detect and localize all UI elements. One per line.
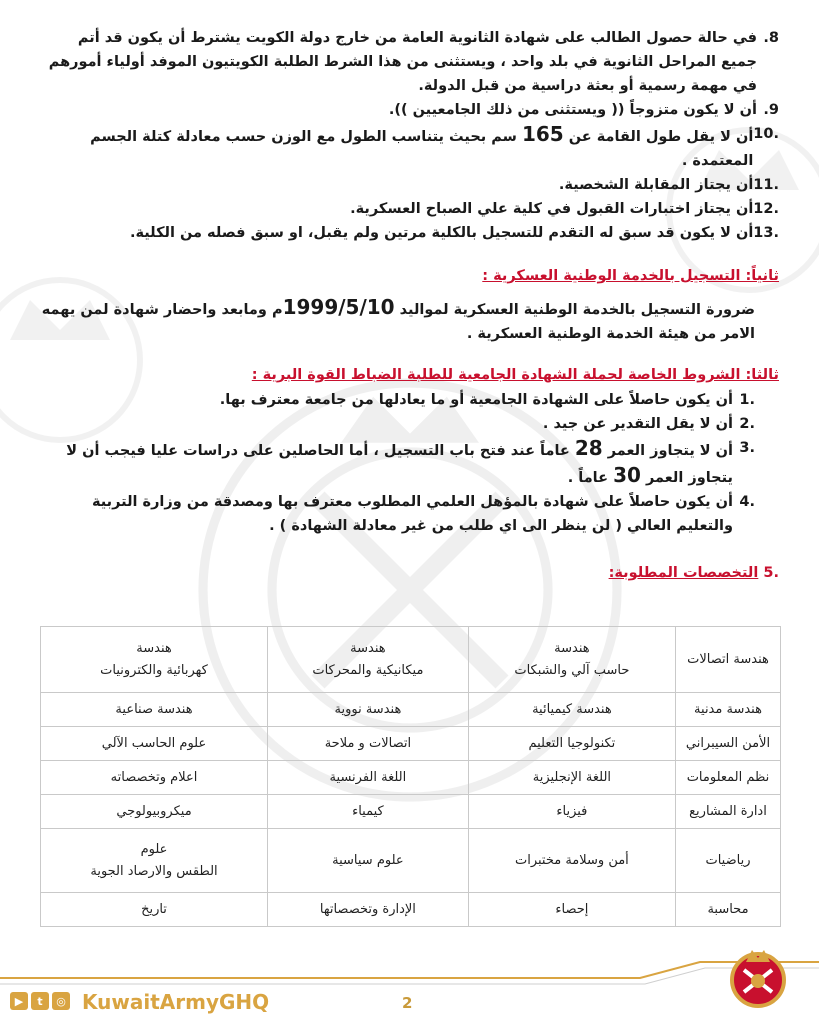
condition-item-12 (40, 197, 779, 221)
cell-line: هندسة نووية (334, 701, 402, 717)
text-part: أن لا يتجاوز العمر (602, 443, 733, 459)
item-number: 8. (763, 30, 779, 46)
section-title-text: التخصصات المطلوبة: (608, 565, 759, 581)
table-cell (41, 795, 268, 829)
section-2-title: ثانياً: التسجيل بالخدمة الوطنية العسكرية : (482, 268, 779, 284)
condition-item-10 (40, 122, 779, 173)
cell-line: حاسب آلي والشبكات (514, 662, 630, 678)
cell-line: علوم سياسية (332, 852, 404, 868)
item-text: أن يجتاز اختبارات القبول في كلية علي الصباح العسكرية. (350, 201, 754, 217)
cell-line: أمن وسلامة مختبرات (514, 852, 629, 868)
twitter-icon[interactable]: t (31, 992, 49, 1010)
table-cell (676, 829, 781, 893)
table-cell (41, 761, 268, 795)
item-text (40, 122, 753, 173)
table-cell (676, 795, 781, 829)
item-text: أن لا يكون قد سبق له التقدم للتسجيل بالكلية مرتين ولم يقبل، او سبق فصله من الكلية. (129, 225, 754, 241)
cell-line: هندسة اتصالات (687, 651, 769, 667)
table-cell (268, 693, 469, 727)
section-2-text (40, 295, 779, 346)
birthdate-value: 1999/5/10 (282, 295, 395, 319)
cell-line: تاريخ (141, 901, 167, 917)
table-row (41, 795, 781, 829)
table-cell (268, 727, 469, 761)
section-5-title (40, 560, 779, 586)
cell-line: هندسة (554, 640, 590, 656)
item-number: 9. (763, 102, 779, 118)
table-cell (468, 727, 675, 761)
table-row (41, 761, 781, 795)
table-cell (676, 627, 781, 693)
cell-line: تكنولوجيا التعليم (528, 735, 616, 751)
cell-line: اتصالات و ملاحة (324, 735, 412, 751)
cell-line: هندسة مدنية (694, 701, 762, 717)
table-row (41, 893, 781, 927)
table-cell (468, 761, 675, 795)
item-number: .11 (753, 177, 779, 193)
section-number: .5 (763, 565, 779, 581)
text-part: سم بحيث يتناسب الطول مع الوزن حسب معادلة كتلة الجسم المعتمدة . (90, 129, 754, 169)
item-number: .1 (739, 392, 755, 408)
condition-item-s3-3 (40, 436, 779, 490)
cell-line: ادارة المشاريع (689, 803, 767, 819)
item-number: .13 (753, 225, 779, 241)
table-cell (468, 693, 675, 727)
condition-item-13 (40, 221, 779, 245)
table-cell (268, 761, 469, 795)
table-cell (41, 693, 268, 727)
cell-line: هندسة (350, 640, 386, 656)
cell-line: الطقس والارصاد الجوية (90, 863, 218, 879)
text-part: م ومابعد واحضار شهادة لمن يهمه الامر من هيئة الخدمة الوطنية العسكرية . (41, 302, 755, 342)
table-cell (676, 893, 781, 927)
height-value: 165 (521, 122, 564, 146)
cell-line: هندسة كيميائية (532, 701, 612, 717)
item-number: .2 (739, 416, 755, 432)
table-cell (268, 893, 469, 927)
section-3-title: ثالثا: الشروط الخاصة لحملة الشهادة الجامعية للطلبة الضباط القوة البرية : (251, 367, 779, 383)
document-content (40, 26, 779, 586)
page-number: 2 (402, 994, 413, 1012)
condition-item-8 (40, 26, 779, 98)
table-cell (41, 829, 268, 893)
item-text: في حالة حصول الطالب على شهادة الثانوية العامة من خارج دولة الكويت يشترط أن يكون قد أتم جميع المراحل الثانوية في بلد واحد ، ويستثنى من هذا الشرط الطلبة الكويتيون الموفد أولياء أمورهم في مهمة رسمية أو بعثة دراسية من قبل الدولة. (48, 30, 757, 94)
table-cell (468, 829, 675, 893)
cell-line: هندسة صناعية (115, 701, 193, 717)
item-text (40, 436, 733, 490)
army-emblem-icon (722, 940, 794, 1012)
cell-line: اللغة الفرنسية (329, 769, 407, 785)
age-value-postgrad: 30 (613, 463, 641, 487)
cell-line: كيمياء (352, 803, 384, 819)
cell-line: ميكروبيولوجي (116, 803, 192, 819)
cell-line: فيزياء (556, 803, 588, 819)
condition-item-s3-2 (40, 412, 779, 436)
table-cell (268, 829, 469, 893)
cell-line: الإدارة وتخصصاتها (319, 901, 416, 917)
table-cell (268, 795, 469, 829)
table-cell (676, 693, 781, 727)
text-part: عاماً . (567, 470, 614, 486)
cell-line: علوم الحاسب الآلي (101, 735, 207, 751)
cell-line: اعلام وتخصصاته (110, 769, 198, 785)
cell-line: اللغة الإنجليزية (532, 769, 612, 785)
table-cell (468, 627, 675, 693)
table-row (41, 727, 781, 761)
text-part: عاماً عند فتح باب التسجيل ، أما الحاصلين على دراسات عليا فيجب أن لا يتجاوز العمر (66, 443, 733, 486)
condition-item-9 (40, 98, 779, 122)
social-handle[interactable]: KuwaitArmyGHQ (82, 990, 270, 1014)
cell-line: كهربائية والكترونيات (100, 662, 208, 678)
item-text: أن يكون حاصلاً على شهادة بالمؤهل العلمي المطلوب معترف بها ومصدقة من وزارة التربية والتعليم العالي ( لن ينظر الى اي طلب من غير معادلة الشهادة ) . (91, 494, 733, 534)
cell-line: علوم (140, 841, 168, 857)
item-text: أن يجتاز المقابلة الشخصية. (558, 177, 754, 193)
table-cell (468, 893, 675, 927)
cell-line: محاسبة (707, 901, 749, 917)
item-text: أن يكون حاصلاً على الشهادة الجامعية أو ما يعادلها من جامعة معترف بها. (219, 392, 733, 408)
item-text: أن لا يكون متزوجاً (( ويستثنى من ذلك الجامعيين )). (388, 102, 757, 118)
table-cell (676, 761, 781, 795)
condition-item-11 (40, 173, 779, 197)
table-cell (268, 627, 469, 693)
youtube-icon[interactable]: ▶ (10, 992, 28, 1010)
social-icons (10, 992, 70, 1010)
table-row (41, 627, 781, 693)
table-cell (41, 627, 268, 693)
cell-line: رياضيات (705, 852, 751, 868)
text-part: ضرورة التسجيل بالخدمة الوطنية العسكرية لمواليد (394, 302, 755, 318)
table-cell (468, 795, 675, 829)
table-row (41, 829, 781, 893)
table-cell (676, 727, 781, 761)
cell-line: هندسة (136, 640, 172, 656)
item-number: .3 (739, 440, 755, 456)
table-row (41, 693, 781, 727)
cell-line: ميكانيكية والمحركات (312, 662, 424, 678)
table-cell (41, 727, 268, 761)
condition-item-s3-1 (40, 388, 779, 412)
item-number: .4 (739, 494, 755, 510)
item-text: أن لا يقل التقدير عن جيد . (542, 416, 733, 432)
cell-line: إحصاء (555, 901, 589, 917)
table-cell (41, 893, 268, 927)
instagram-icon[interactable]: ◎ (52, 992, 70, 1010)
specializations-table (40, 626, 781, 927)
cell-line: الأمن السيبراني (685, 735, 771, 751)
condition-item-s3-4 (40, 490, 779, 538)
text-part: أن لا يقل طول القامة عن (563, 129, 754, 145)
age-value: 28 (574, 436, 603, 460)
item-number: .12 (753, 201, 779, 217)
item-number: .10 (753, 126, 779, 142)
cell-line: نظم المعلومات (686, 769, 770, 785)
